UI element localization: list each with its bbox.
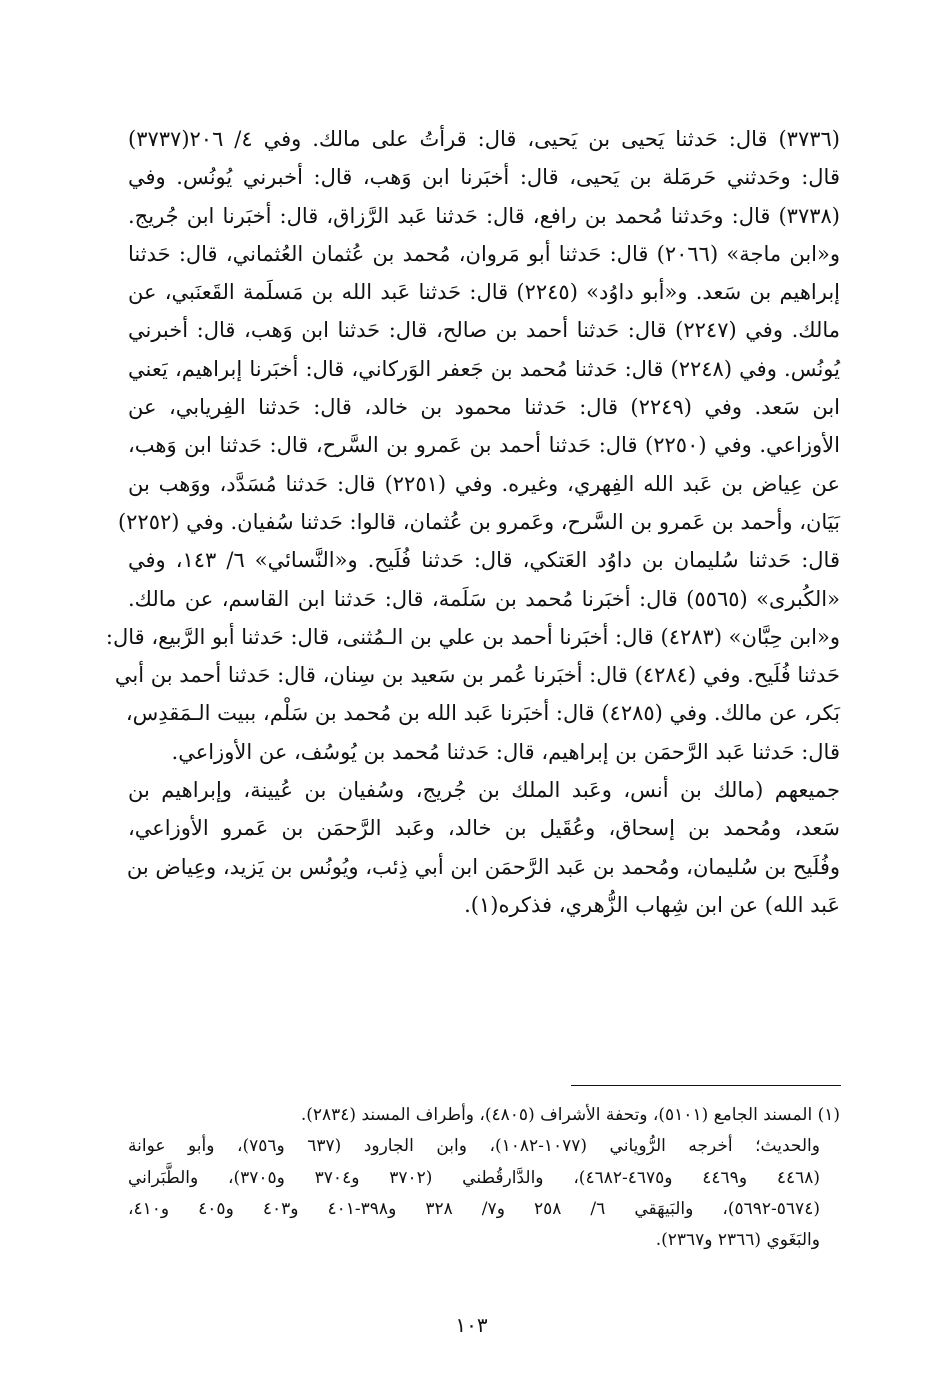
text-line: حَدثنا فُلَيح. وفي (٤٢٨٤) قال: أخبَرنا عُمر بن سَعيد بن سِنان، قال: حَدثنا أحمد بن أبي bbox=[114, 663, 840, 688]
footnote-separator bbox=[571, 1085, 841, 1086]
text-line: عَبد الله) عن ابن شِهاب الزُّهري، فذكره(١). bbox=[464, 892, 840, 917]
footnote-line: (٤٤٦٨ و٤٤٦٩ و٤٦٧٥-٤٦٨٢)، والدَّارقُطني (٣٧٠٢ و٣٧٠٤ و٣٧٠٥)، والطَّبَراني bbox=[128, 1167, 820, 1188]
footnote-line: والبَغَوي (٢٣٦٦ و٢٣٦٧). bbox=[655, 1230, 820, 1251]
text-line: و«ابن ماجة» (٢٠٦٦) قال: حَدثنا أبو مَروان، مُحمد بن عُثمان العُثماني، قال: حَدثنا bbox=[128, 241, 840, 266]
text-line: قال: حَدثنا سُليمان بن داوُد العَتكي، قال: حَدثنا فُلَيح. و«النَّسائي» ٦/ ١٤٣، وفي bbox=[128, 548, 840, 573]
text-line: (٣٧٣٨) قال: وحَدثنا مُحمد بن رافع، قال: حَدثنا عَبد الرَّزاق، قال: أخبَرنا ابن جُريج. bbox=[128, 203, 840, 228]
footnote-line: والحديث؛ أخرجه الرُّوياني (١٠٧٧-١٠٨٢)، وابن الجارود (٦٣٧ و٧٥٦)، وأبو عوانة bbox=[128, 1136, 820, 1157]
text-line: بَكر، عن مالك. وفي (٤٢٨٥) قال: أخبَرنا عَبد الله بن مُحمد بن سَلْم، ببيت الـمَقدِس، bbox=[125, 701, 840, 726]
text-line: مالك. وفي (٢٢٤٧) قال: حَدثنا أحمد بن صالح، قال: حَدثنا ابن وَهب، قال: أخبرني bbox=[128, 318, 840, 343]
footnote-line: (٥٦٧٤-٥٦٩٢)، والبَيهَقي ٦/ ٢٥٨ و٧/ ٣٢٨ و٣٩٨-٤٠١ و٤٠٣ و٤٠٥ و٤١٠، bbox=[128, 1198, 820, 1219]
page-number: ١٠٣ bbox=[455, 1313, 488, 1337]
main-text bbox=[105, 120, 841, 924]
text-line: قال: حَدثنا عَبد الرَّحمَن بن إبراهيم، قال: حَدثنا مُحمد بن يُوسُف، عن الأوزاعي. bbox=[171, 739, 840, 764]
text-line: وفُلَيح بن سُليمان، ومُحمد بن عَبد الرَّحمَن ابن أبي ذِئب، ويُونُس بن يَزيد، وعِياض بن bbox=[126, 854, 840, 879]
text-line: يُونُس. وفي (٢٢٤٨) قال: حَدثنا مُحمد بن جَعفر الوَركاني، قال: أخبَرنا إبراهيم، يَعني bbox=[128, 356, 840, 381]
text-line: و«ابن حِبَّان» (٤٢٨٣) قال: أخبَرنا أحمد بن علي بن الـمُثنى، قال: حَدثنا أبو الرَّبيع، قال: bbox=[105, 624, 840, 649]
text-line: «الكُبرى» (٥٥٦٥) قال: أخبَرنا مُحمد بن سَلَمة، قال: حَدثنا ابن القاسم، عن مالك. bbox=[128, 586, 840, 611]
text-line: إبراهيم بن سَعد. و«أبو داوُد» (٢٢٤٥) قال: حَدثنا عَبد الله بن مَسلَمة القَعنَبي، عن bbox=[128, 280, 841, 305]
footnote-line: (١) المسند الجامع (٥١٠١)، وتحفة الأشراف (٤٨٠٥)، وأطراف المسند (٢٨٣٤). bbox=[300, 1105, 840, 1125]
text-line: جميعهم (مالك بن أنس، وعَبد الملك بن جُريج، وسُفيان بن عُيينة، وإبراهيم بن bbox=[128, 778, 840, 803]
text-line: سَعد، ومُحمد بن إسحاق، وعُقَيل بن خالد، وعَبد الرَّحمَن بن عَمرو الأوزاعي، bbox=[128, 816, 840, 841]
text-line: ابن سَعد. وفي (٢٢٤٩) قال: حَدثنا محمود بن خالد، قال: حَدثنا الفِريابي، عن bbox=[128, 395, 840, 420]
footnotes bbox=[128, 1100, 840, 1256]
text-line: (٣٧٣٦) قال: حَدثنا يَحيى بن يَحيى، قال: قرأتُ على مالك. وفي ٤/ ٢٠٦(٣٧٣٧) bbox=[128, 127, 840, 151]
text-line: الأوزاعي. وفي (٢٢٥٠) قال: حَدثنا أحمد بن عَمرو بن السَّرح، قال: حَدثنا ابن وَهب، bbox=[128, 433, 840, 458]
text-line: بَيَان، وأحمد بن عَمرو بن السَّرح، وعَمرو بن عُثمان، قالوا: حَدثنا سُفيان. وفي (٢٢٥٢) bbox=[117, 509, 840, 534]
text-line: عن عِياض بن عَبد الله الفِهري، وغيره. وفي (٢٢٥١) قال: حَدثنا مُسَدَّد، ووَهب بن bbox=[128, 471, 840, 496]
text-line: قال: وحَدثني حَرمَلة بن يَحيى، قال: أخبَرنا ابن وَهب، قال: أخبرني يُونُس. وفي bbox=[128, 165, 840, 190]
